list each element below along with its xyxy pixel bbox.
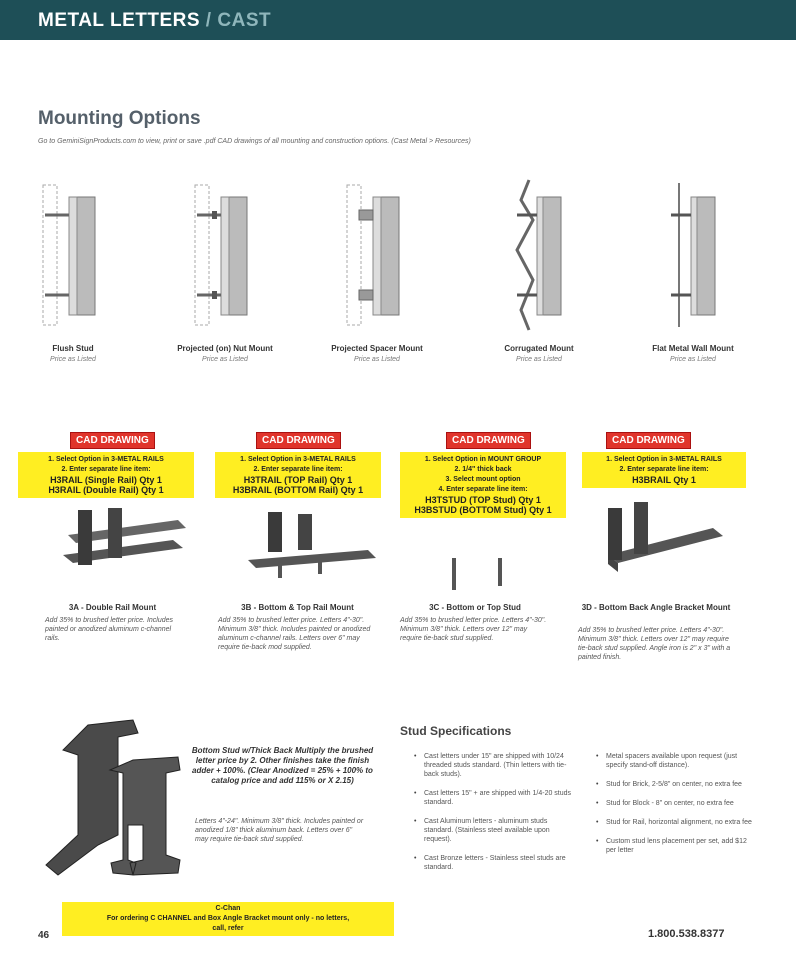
mount-price: Price as Listed xyxy=(50,356,96,363)
rail-mount-title: 3C - Bottom or Top Stud xyxy=(429,603,521,612)
page-title: Mounting Options xyxy=(38,108,201,129)
rail-mount-title: 3D - Bottom Back Angle Bracket Mount xyxy=(581,603,731,612)
mount-projected-nut xyxy=(170,175,280,363)
intro-text: Go to GeminiSignProducts.com to view, print or save .pdf CAD drawings of all mounting and construction options. (Cast Metal > Resources) xyxy=(38,138,471,145)
stud-specs-col2 xyxy=(594,752,756,865)
corrugated-diagram xyxy=(499,175,579,335)
instruction-box-3c: 1. Select Option in MOUNT GROUP 2. 1/4" thick back 3. Select mount option 4. Enter separate line item: H3TSTUD (TOP Stud) Qty 1 H3BSTUD (BOTTOM Stud) Qty 1 xyxy=(400,452,566,518)
cad-drawing-label[interactable]: CAD DRAWING xyxy=(256,432,341,449)
list-item: • Cast Aluminum letters - aluminum studs standard. (Stainless steel available upon request). xyxy=(424,817,574,844)
top-bottom-rail-illustration xyxy=(248,512,383,582)
page-number: 46 xyxy=(38,930,50,941)
rail-mount-desc: Add 35% to brushed letter price. Includes painted or anodized aluminum c-channel rails. xyxy=(45,617,174,642)
mount-name: Flat Metal Wall Mount xyxy=(652,344,734,353)
angle-bracket-illustration xyxy=(598,500,728,575)
mount-name: Flush Stud xyxy=(52,344,94,353)
mount-price: Price as Listed xyxy=(354,356,400,363)
mount-price: Price as Listed xyxy=(202,356,248,363)
c-channel-note: C-Chan For ordering C CHANNEL and Box Angle Bracket mount only - no letters, call, refer xyxy=(62,902,394,936)
flush-stud-diagram xyxy=(33,175,113,335)
header-title: METAL LETTERS / CAST xyxy=(38,10,272,31)
mount-corrugated xyxy=(484,175,594,363)
list-item: • Custom stud lens placement per set, add $12 per letter xyxy=(606,837,756,855)
header-subtitle: CAST xyxy=(217,10,272,31)
instruction-box-3b: 1. Select Option in 3-METAL RAILS 2. Enter separate line item: H3TRAIL (TOP Rail) Qty 1 H3BRAIL (BOTTOM Rail) Qty 1 xyxy=(215,452,381,498)
bottom-stud-note: Bottom Stud w/Thick Back Multiply the brushed letter price by 2. Other finishes take the finish adder + 100%. (Clear Anodized = 25% + 100% to catalog price and add 115% or X 2.15) xyxy=(191,746,374,785)
list-item: • Metal spacers available upon request (just specify stand-off distance). xyxy=(606,752,756,770)
stud-specs-title: Stud Specifications xyxy=(400,724,512,738)
mount-price: Price as Listed xyxy=(516,356,562,363)
mount-flat-metal-wall xyxy=(638,175,748,363)
cad-drawing-label[interactable]: CAD DRAWING xyxy=(606,432,691,449)
mount-projected-spacer xyxy=(322,175,432,363)
stud-specs-col1 xyxy=(412,752,574,882)
rail-mount-title: 3B - Bottom & Top Rail Mount xyxy=(241,603,354,612)
rail-mount-desc: Add 35% to brushed letter price. Letters 4"-30". Minimum 3/8" thick. Letters over 12" may require tie-back stud supplied. Angle iron is 2" x 3" with a painted finish. xyxy=(578,627,731,661)
instruction-box-3a: 1. Select Option in 3-METAL RAILS 2. Enter separate line item: H3RAIL (Single Rail) Qty 1 H3RAIL (Double Rail) Qty 1 xyxy=(18,452,194,498)
flat-metal-wall-diagram xyxy=(653,175,733,335)
mount-name: Projected (on) Nut Mount xyxy=(177,344,273,353)
list-item: • Stud for Brick, 2-5/8" on center, no extra fee xyxy=(606,780,756,789)
phone-number: 1.800.538.8377 xyxy=(648,928,725,940)
list-item: • Stud for Rail, horizontal alignment, no extra fee xyxy=(606,818,756,827)
header-band xyxy=(0,0,796,40)
projected-spacer-diagram xyxy=(337,175,417,335)
double-rail-illustration xyxy=(58,500,188,570)
rail-mount-desc: Add 35% to brushed letter price. Letters 4"-30". Minimum 3/8" thick. Includes painted or anodized aluminum c-channel rails. Letters over 6" may require tie-back mod supplied. xyxy=(218,617,371,651)
mount-price: Price as Listed xyxy=(670,356,716,363)
thick-back-letters-illustration xyxy=(38,715,188,885)
list-item: • Stud for Block - 8" on center, no extra fee xyxy=(606,799,756,808)
list-item: • Cast letters 15" + are shipped with 1/4-20 studs standard. xyxy=(424,789,574,807)
cad-drawing-label[interactable]: CAD DRAWING xyxy=(446,432,531,449)
list-item: • Cast Bronze letters - Stainless steel studs are standard. xyxy=(424,854,574,872)
instruction-box-3d: 1. Select Option in 3-METAL RAILS 2. Enter separate line item: H3BRAIL Qty 1 xyxy=(582,452,746,488)
cad-drawing-label[interactable]: CAD DRAWING xyxy=(70,432,155,449)
list-item: • Cast letters under 15" are shipped with 10/24 threaded studs standard. (Thin letters with tie-back studs). xyxy=(424,752,574,779)
bottom-stud-desc: Letters 4"-24". Minimum 3/8" thick. Includes painted or anodized 1/8" thick aluminum back. Letters over 6" may require tie-back stud supplied. xyxy=(195,818,364,843)
projected-nut-diagram xyxy=(185,175,265,335)
rail-mount-desc: Add 35% to brushed letter price. Letters 4"-30". Minimum 3/8" thick. Letters over 12" may require tie-back stud supplied. xyxy=(400,617,547,642)
mount-name: Corrugated Mount xyxy=(504,344,574,353)
mount-name: Projected Spacer Mount xyxy=(331,344,423,353)
stud-illustration xyxy=(440,558,520,598)
rail-mount-title: 3A - Double Rail Mount xyxy=(68,603,157,612)
mount-flush-stud xyxy=(18,175,128,363)
